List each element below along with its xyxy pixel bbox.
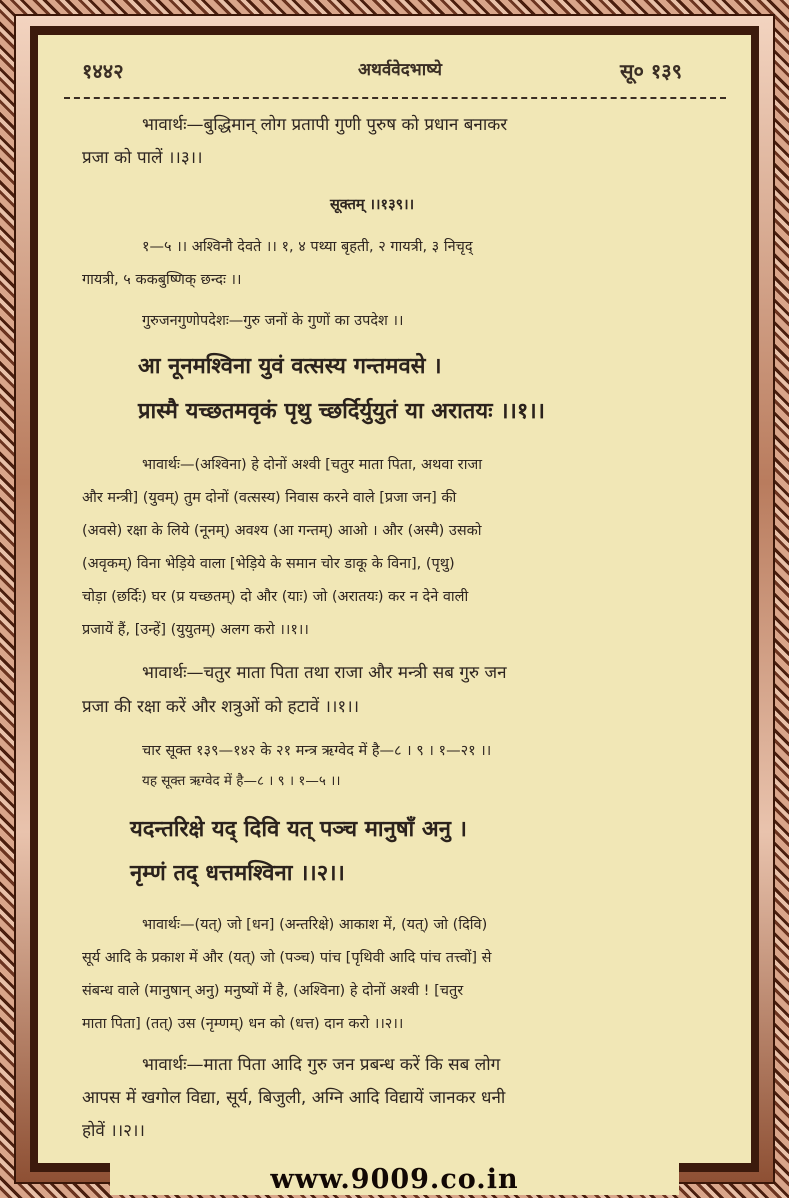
note-line2: यह सूक्त ऋग्वेद में है—८ । ९ । १—५ ।। xyxy=(142,773,341,789)
sukta-title: सूक्तम् ।।१३९।। xyxy=(330,197,415,213)
scanned-page xyxy=(38,35,751,1163)
bhashya2-line2: सूर्य आदि के प्रकाश में और (यत्) जो (पञ्च) पांच [पृथिवी आदि पांच तत्त्वों] से xyxy=(82,950,492,966)
devata-line2: गायत्री, ५ ककबुष्णिक् छन्दः ।। xyxy=(82,272,242,288)
bhavarth2-line1: भावार्थः—माता पिता आदि गुरु जन प्रबन्ध करें कि सब लोग xyxy=(142,1055,501,1075)
mantra2-line2: नृम्णं तद् धत्तमश्विना ।।२।। xyxy=(130,861,345,886)
note-line1: चार सूक्त १३९—१४२ के २१ मन्त्र ऋग्वेद में है—८ । ९ । १—२१ ।। xyxy=(142,743,492,759)
mantra1-line1: आ नूनमश्विना युवं वत्सस्य गन्तमवसे । xyxy=(138,354,442,379)
page-number: १४४२ xyxy=(82,59,124,83)
bhavarth2-line3: होवें ।।२।। xyxy=(82,1121,145,1141)
bhashya1-line3: (अवसे) रक्षा के लिये (नूनम्) अवश्य (आ गन्तम्) आओ । और (अस्मै) उसको xyxy=(82,523,482,539)
header-rule xyxy=(64,97,726,99)
bhavarth2-line2: आपस में खगोल विद्या, सूर्य, बिजुली, अग्नि आदि विद्यायें जानकर धनी xyxy=(82,1088,506,1108)
bhashya2-line1: भावार्थः—(यत्) जो [धन] (अन्तरिक्षे) आकाश में, (यत्) जो (दिवि) xyxy=(142,917,488,933)
para1-line2: प्रजा को पालें ।।३।। xyxy=(82,148,203,168)
bhavarth1-line1: भावार्थः—चतुर माता पिता तथा राजा और मन्त्री सब गुरु जन xyxy=(142,663,507,683)
devata-line1: १—५ ।। अश्विनौ देवते ।। १, ४ पथ्या बृहती, २ गायत्री, ३ निचृद् xyxy=(142,239,473,255)
bhashya1-line1: भावार्थः—(अश्विना) हे दोनों अश्वी [चतुर माता पिता, अथवा राजा xyxy=(142,457,483,473)
website-link[interactable]: www.9009.co.in xyxy=(270,1164,519,1195)
bhashya1-line5: चोड़ा (छर्दिः) घर (प्र यच्छतम्) दो और (याः) जो (अरातयः) कर न देने वाली xyxy=(82,589,469,605)
sukta-ref: सू० १३९ xyxy=(620,59,683,83)
bhavarth1-line2: प्रजा की रक्षा करें और शत्रुओं को हटावें ।।१।। xyxy=(82,697,360,717)
mantra2-line1: यदन्तरिक्षे यद् दिवि यत् पञ्च मानुषाँ अनु । xyxy=(130,817,467,842)
upadesha: गुरुजनगुणोपदेशः—गुरु जनों के गुणों का उपदेश ।। xyxy=(142,313,404,329)
bhashya1-line6: प्रजायें हैं, [उन्हें] (युयुतम्) अलग करो ।।१।। xyxy=(82,622,309,638)
para1-line1: भावार्थः—बुद्धिमान् लोग प्रतापी गुणी पुरुष को प्रधान बनाकर xyxy=(142,115,508,135)
mantra1-line2: प्रास्मै यच्छतमवृकं पृथु च्छर्दिर्युयुतं या अरातयः ।।१।। xyxy=(138,399,545,424)
bhashya1-line2: और मन्त्री] (युवम्) तुम दोनों (वत्सस्य) निवास करने वाले [प्रजा जन] की xyxy=(82,490,457,506)
bhashya2-line4: माता पिता] (तत्) उस (नृम्णम्) धन को (धत्त) दान करो ।।२।। xyxy=(82,1016,404,1032)
bhashya2-line3: संबन्ध वाले (मानुषान् अनु) मनुष्यों में है, (अश्विना) हे दोनों अश्वी ! [चतुर xyxy=(82,983,464,999)
bhashya1-line4: (अवृकम्) विना भेड़िये वाला [भेड़िये के समान चोर डाकू के विना], (पृथु) xyxy=(82,556,455,572)
book-title: अथर्ववेदभाष्ये xyxy=(358,60,443,80)
